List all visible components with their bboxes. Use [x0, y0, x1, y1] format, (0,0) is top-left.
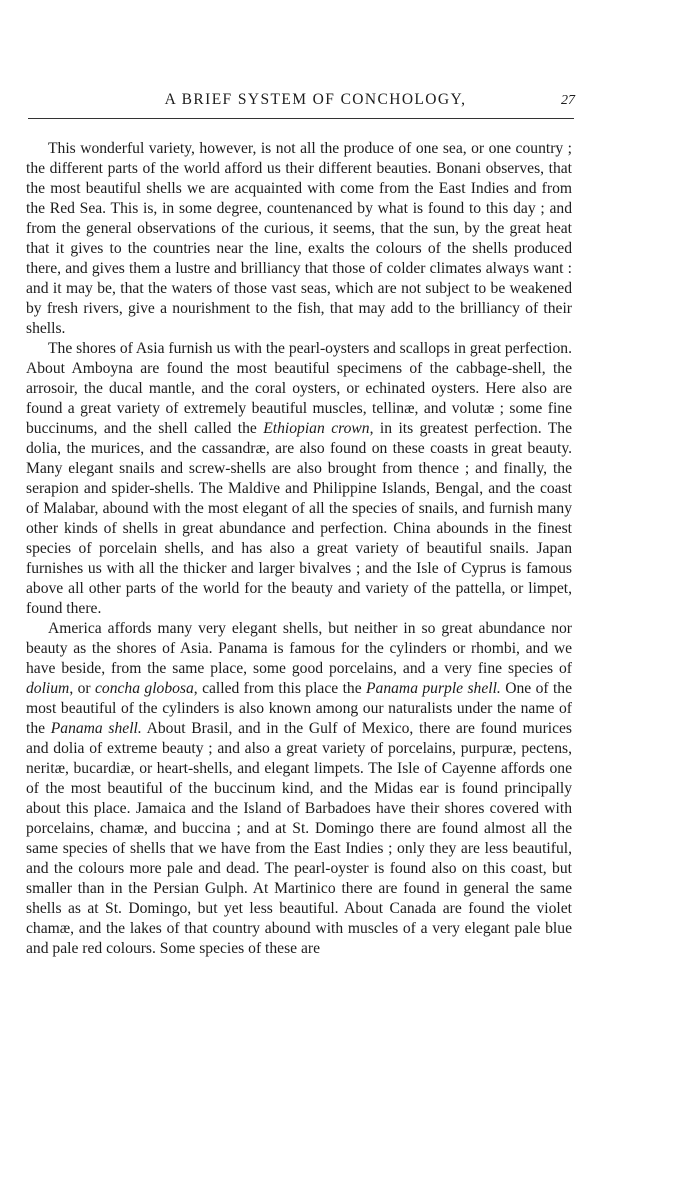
- text-run: One of the most beautiful of the cylinders is also known among our naturalists under the name of the: [26, 680, 572, 737]
- text-run: This wonderful variety, however, is not all the produce of one sea, or one country ; the different parts of the world afford us their different beauties. Bonani observes, that the most beautiful shells we are acquainted with come from the East Indies and from the Red Sea. This is, in some degree, countenanced by what is found to this day ; and from the general observations of the curious, it seems, that the sun, by the great heat that it gives to the countries near the line, exalts the colours of the shells produced there, and gives them a lustre and brilliancy that those of colder climates always want : and it may be, that the waters of those vast seas, which are not subject to be weakened by fresh rivers, give a nourishment to the fish, that may add to the brilliancy of their shells.: [26, 140, 572, 337]
- paragraph-1: [26, 139, 572, 339]
- text-run: , called from this place the: [193, 680, 367, 697]
- running-title: A BRIEF SYSTEM OF CONCHOLOGY,: [164, 91, 467, 108]
- text-run: About Brasil, and in the Gulf of Mexico, there are found murices and dolia of extreme beauty ; and also a great variety of porcelains, purpuræ, pectens, neritæ, bucardiæ, or heart-shells, and elegant limpets. The Isle of Cayenne affords one of the most beautiful of the buccinum kind, and the Midas ear is found principally about this place. Jamaica and the Island of Barbadoes have their shores covered with porcelains, chamæ, and buccina ; and at St. Domingo there are found almost all the same species of shells that we have from the East Indies ; only they are less beautiful, and the colours more pale and dead. The pearl-oyster is found also on this coast, but smaller than in the Persian Gulph. At Martinico there are found in general the same shells as at St. Domingo, but yet less beautiful. About Canada are found the violet chamæ, and the lakes of that country abound with muscles of a very elegant pale blue and pale red colours. Some species of these are: [26, 720, 573, 957]
- italic-term: Panama shell.: [50, 720, 142, 737]
- italic-term: dolium: [26, 680, 70, 697]
- paragraph-2: [26, 339, 572, 619]
- text-run: America affords many very elegant shells, but neither in so great abundance nor beauty as the shores of Asia. Panama is famous for the cylinders or rhombi, and we have beside, from the same place, some good porcelains, and a very fine species of: [26, 620, 572, 677]
- italic-term: Ethiopian crown: [263, 420, 370, 437]
- page-number: 27: [561, 93, 575, 108]
- italic-term: concha globosa: [94, 680, 194, 697]
- page-header: [30, 91, 575, 109]
- italic-term: Panama purple shell.: [366, 680, 501, 697]
- text-run: , in its greatest perfection. The dolia, the murices, and the cassandræ, are also found on these coasts in great beauty. Many elegant snails and screw-shells are also brought from thence ; and finally, the serapion and spider-shells. The Maldive and Philippine Islands, Bengal, and the coast of Malabar, abound with the most elegant of all the species of snails, and furnish many other kinds of shells in great abundance and perfection. China abounds in the finest species of porcelain shells, and has also a great variety of beautiful snails. Japan furnishes us with all the thicker and larger bivalves ; and the Isle of Cyprus is famous above all other parts of the world for the beauty and variety of the pattella, or limpet, found there.: [26, 420, 573, 617]
- text-run: The shores of Asia furnish us with the pearl-oysters and scallops in great perfection. About Amboyna are found the most beautiful specimens of the cabbage-shell, the arrosoir, the ducal mantle, and the coral oysters, or echinated oysters. Here also are found a great variety of extremely beautiful muscles, tellinæ, and volutæ ; some fine buccinums, and the shell called the: [26, 340, 572, 437]
- text-run: , or: [69, 680, 95, 697]
- body-text: [26, 139, 572, 959]
- header-rule: [28, 118, 574, 119]
- paragraph-3: [26, 619, 572, 959]
